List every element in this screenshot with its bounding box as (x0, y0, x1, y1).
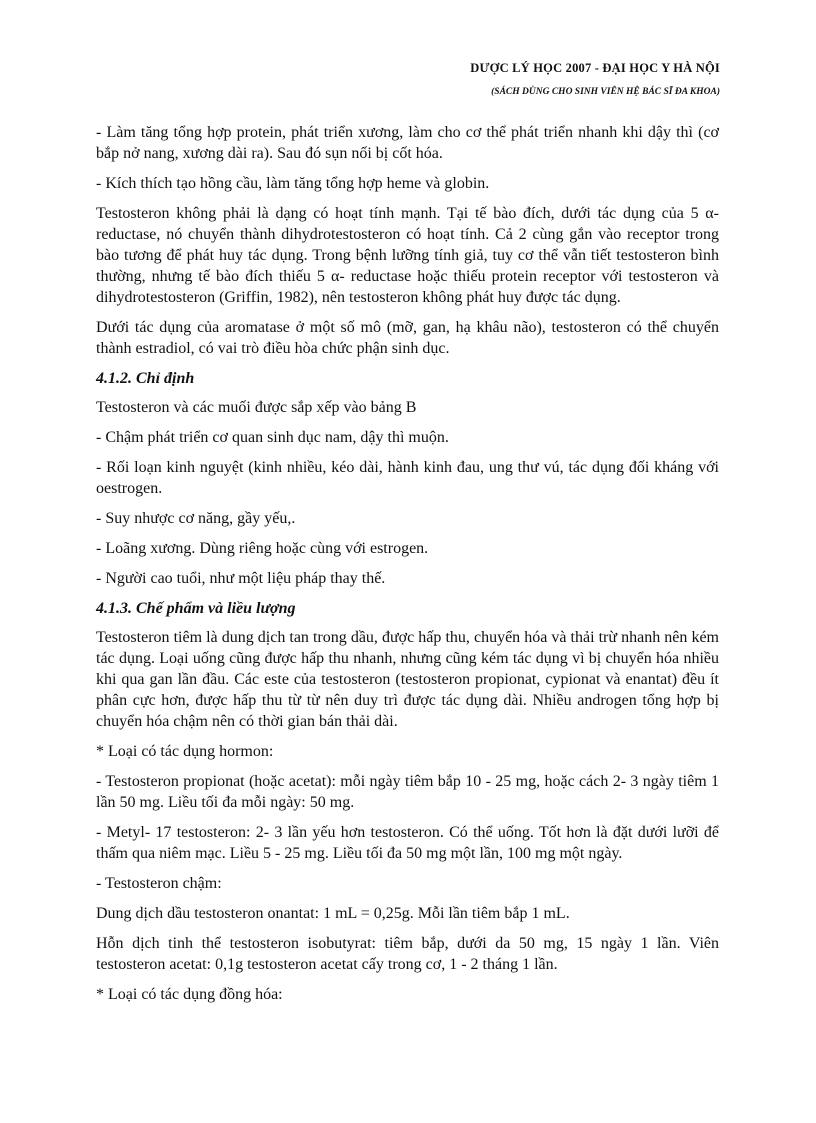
list-item: - Người cao tuổi, như một liệu pháp thay thế. (96, 570, 386, 587)
list-item: - Loãng xương. Dùng riêng hoặc cùng với estrogen. (96, 540, 429, 557)
section-heading-preparations: 4.1.3. Chế phẩm và liều lượng (96, 600, 296, 617)
paragraph: * Loại có tác dụng hormon: (96, 743, 274, 760)
header-subtitle: (SÁCH DÙNG CHO SINH VIÊN HỆ BÁC SĨ ĐA KHOA) (491, 87, 720, 97)
header-title: DƯỢC LÝ HỌC 2007 - ĐẠI HỌC Y HÀ NỘI (470, 61, 720, 75)
list-item: - Rối loạn kinh nguyệt (kinh nhiều, kéo dài, hành kinh đau, ung thư vú, tác dụng đối kháng với oestrogen. (96, 459, 719, 497)
paragraph: Dưới tác dụng của aromatase ở một số mô (mỡ, gan, hạ khâu não), testosteron có thể chuyển thành estradiol, có vai trò điều hòa chức phận sinh dục. (96, 319, 719, 357)
paragraph: Testosteron tiêm là dung dịch tan trong dầu, được hấp thu, chuyển hóa và thải trừ nhanh nên kém tác dụng. Loại uống cũng được hấp thu nhanh, nhưng cũng kém tác dụng vì bị chuyển hóa nhiều khi qua gan lần đầu. Các este của testosteron (testosteron propionat, cypionat và enantat) đều ít phân cực hơn, được hấp thu từ từ nên duy trì được tác dụng dài. Nhiều androgen tổng hợp bị chuyển hóa chậm nên có thời gian bán thải dài. (96, 629, 719, 730)
list-item: - Suy nhược cơ năng, gầy yếu,. (96, 510, 296, 527)
list-item: - Testosteron propionat (hoặc acetat): mỗi ngày tiêm bắp 10 - 25 mg, hoặc cách 2- 3 ngày tiêm 1 lần 50 mg. Liều tối đa mỗi ngày: 50 mg. (96, 773, 719, 811)
document-body (96, 122, 719, 1014)
list-item: - Metyl- 17 testosteron: 2- 3 lần yếu hơn testosteron. Có thể uống. Tốt hơn là đặt dưới lưỡi để thấm qua niêm mạc. Liều 5 - 25 mg. Liều tối đa 50 mg một lần, 100 mg một ngày. (96, 824, 719, 862)
paragraph: - Kích thích tạo hồng cầu, làm tăng tổng hợp heme và globin. (96, 175, 490, 192)
paragraph: - Làm tăng tổng hợp protein, phát triển xương, làm cho cơ thể phát triển nhanh khi dậy thì (cơ bắp nở nang, xương dài ra). Sau đó sụn nối bị cốt hóa. (96, 124, 719, 162)
page-header (470, 60, 720, 98)
paragraph: Dung dịch dầu testosteron onantat: 1 mL = 0,25g. Mỗi lần tiêm bắp 1 mL. (96, 905, 570, 922)
paragraph: Testosteron và các muối được sắp xếp vào bảng B (96, 399, 417, 416)
list-item: - Chậm phát triển cơ quan sinh dục nam, dậy thì muộn. (96, 429, 449, 446)
paragraph: Testosteron không phải là dạng có hoạt tính mạnh. Tại tế bào đích, dưới tác dụng của 5 α-reductase, nó chuyển thành dihydrotestosteron có hoạt tính. Cả 2 cùng gắn vào receptor trong bào tương để phát huy tác dụng. Trong bệnh lưỡng tính giả, tuy cơ thể vẫn tiết testosteron bình thường, nhưng tế bào đích thiếu 5 α- reductase hoặc thiếu protein receptor với testosteron và dihydrotestosteron (Griffin, 1982), nên testosteron không phát huy được tác dụng. (96, 205, 719, 306)
paragraph: Hỗn dịch tinh thể testosteron isobutyrat: tiêm bắp, dưới da 50 mg, 15 ngày 1 lần. Viên testosteron acetat: 0,1g testosteron acetat cấy trong cơ, 1 - 2 tháng 1 lần. (96, 935, 719, 973)
section-heading-indications: 4.1.2. Chỉ định (96, 370, 195, 387)
paragraph: * Loại có tác dụng đồng hóa: (96, 986, 283, 1003)
list-item: - Testosteron chậm: (96, 875, 222, 892)
